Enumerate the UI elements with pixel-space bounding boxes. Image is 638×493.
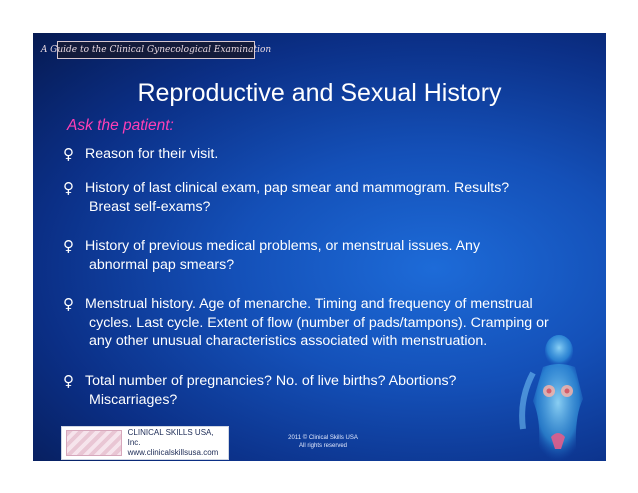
bullet-line: any other unusual characteristics associated with menstruation. <box>89 333 488 349</box>
female-symbol-icon: ♀ <box>63 372 74 390</box>
bullet-line: Reason for their visit. <box>85 146 219 162</box>
slide <box>33 33 606 461</box>
bullet-line: Miscarriages? <box>89 391 178 408</box>
company-website: www.clinicalskillsusa.com <box>127 448 219 457</box>
bullet-item-3 <box>63 237 603 274</box>
bullet-line: History of last clinical exam, pap smear and mammogram. Results? <box>85 180 510 196</box>
company-logo <box>61 426 229 460</box>
guide-banner <box>40 41 272 59</box>
female-symbol-icon: ♀ <box>63 179 74 197</box>
bullet-line: Menstrual history. Age of menarche. Timing and frequency of menstrual <box>85 296 533 312</box>
bullet-line: abnormal pap smears? <box>89 256 235 273</box>
bullet-line: History of previous medical problems, or menstrual issues. Any <box>85 238 481 254</box>
female-symbol-icon: ♀ <box>63 145 74 163</box>
female-anatomy-illustration-icon <box>503 329 603 461</box>
bullet-line: cycles. Last cycle. Extent of flow (number of pads/tampons). Cramping or <box>89 314 549 331</box>
company-name: CLINICAL SKILLS USA, Inc. <box>127 428 214 447</box>
logo-art-icon <box>66 430 122 456</box>
guide-banner-text: A Guide to the Clinical Gynecological Examination <box>40 45 272 55</box>
bullet-item-2 <box>63 179 603 216</box>
bullet-item-1 <box>63 145 603 164</box>
female-symbol-icon: ♀ <box>63 295 74 313</box>
ask-prompt: Ask the patient: <box>67 117 174 134</box>
copyright-notice: 2011 © Clinical Skills USA All rights reserved <box>288 435 358 449</box>
bullet-line: Total number of pregnancies? No. of live births? Abortions? <box>85 373 457 389</box>
bullet-line: Breast self-exams? <box>89 198 211 215</box>
female-symbol-icon: ♀ <box>63 237 74 255</box>
slide-title: Reproductive and Sexual History <box>137 79 502 107</box>
